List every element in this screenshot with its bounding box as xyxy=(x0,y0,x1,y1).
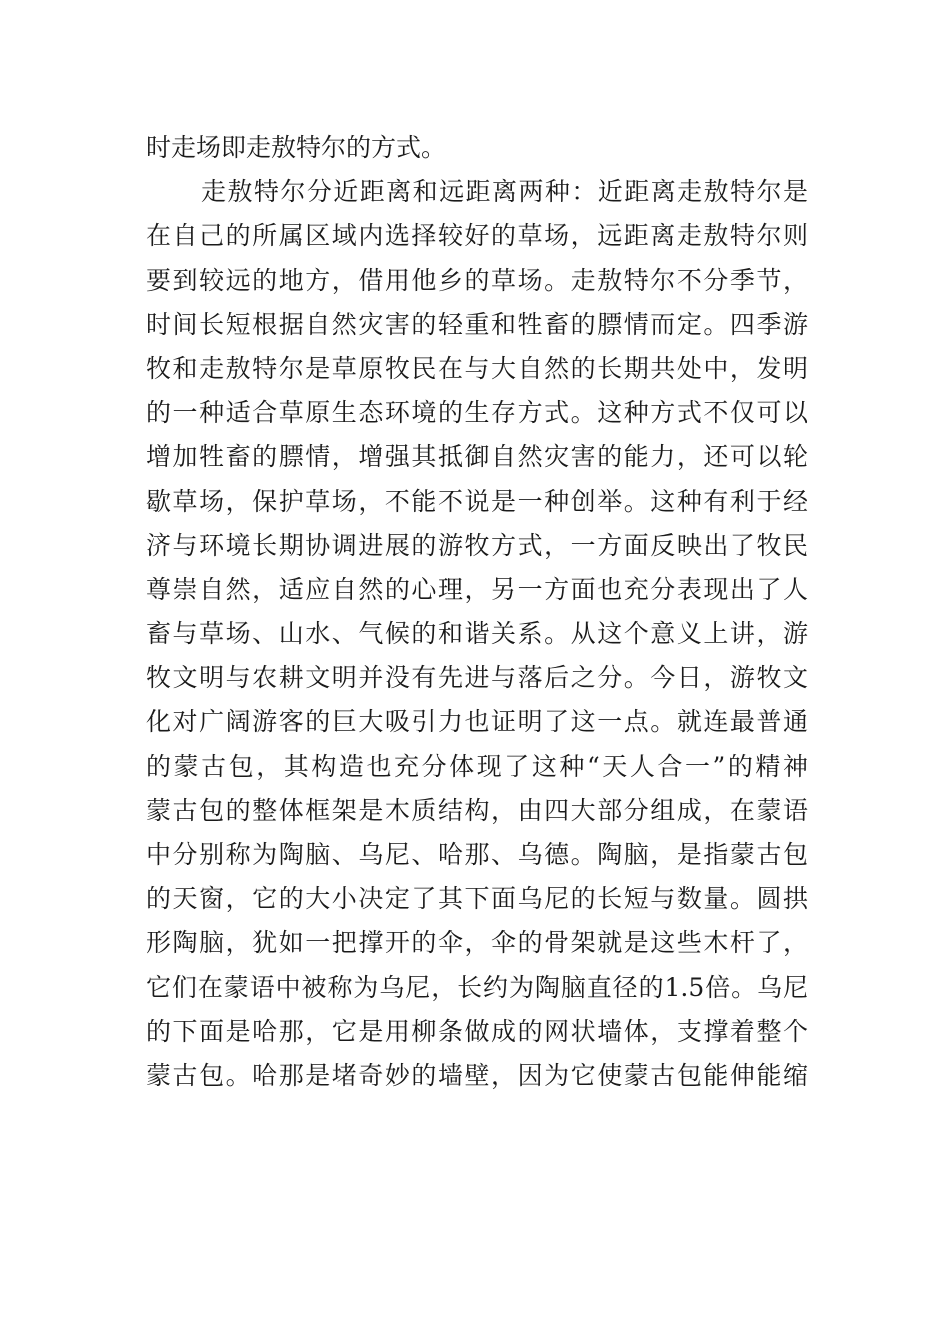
text-line: 的一种适合草原生态环境的生存方式。这种方式不仅可以 xyxy=(146,398,808,428)
text-line: 增加牲畜的膘情，增强其抵御自然灾害的能力，还可以轮 xyxy=(146,442,808,472)
text-line: 蒙古包的整体框架是木质结构，由四大部分组成，在蒙语 xyxy=(146,795,808,825)
text-line: 形陶脑，犹如一把撑开的伞，伞的骨架就是这些木杆了， xyxy=(146,928,808,958)
text-line: 歇草场，保护草场，不能不说是一种创举。这种有利于经 xyxy=(146,486,808,516)
text-line: 蒙古包。哈那是堵奇妙的墙壁，因为它使蒙古包能伸能缩 xyxy=(146,1060,808,1090)
body-text xyxy=(146,126,808,1098)
text-line: 的下面是哈那，它是用柳条做成的网状墙体，支撑着整个 xyxy=(146,1016,808,1046)
text-line: 时间长短根据自然灾害的轻重和牲畜的膘情而定。四季游 xyxy=(146,309,808,339)
text-line: 中分别称为陶脑、乌尼、哈那、乌德。陶脑，是指蒙古包 xyxy=(146,840,808,869)
text-line: 走敖特尔分近距离和远距离两种：近距离走敖特尔是 xyxy=(201,177,808,207)
text-line: 济与环境长期协调进展的游牧方式，一方面反映出了牧民 xyxy=(146,530,808,560)
text-line: 的天窗，它的大小决定了其下面乌尼的长短与数量。圆拱 xyxy=(146,884,808,914)
text-line: 在自己的所属区域内选择较好的草场，远距离走敖特尔则 xyxy=(146,221,808,251)
text-line: 要到较远的地方，借用他乡的草场。走敖特尔不分季节， xyxy=(146,265,808,295)
text-line: 化对广阔游客的巨大吸引力也证明了这一点。就连最普通 xyxy=(146,707,808,737)
text-line: 牧文明与农耕文明并没有先进与落后之分。今日，游牧文 xyxy=(146,663,808,693)
text-line: 牧和走敖特尔是草原牧民在与大自然的长期共处中，发明 xyxy=(146,353,808,383)
text-line: 时走场即走敖特尔的方式。 xyxy=(146,133,447,162)
text-line: 的蒙古包，其构造也充分体现了这种“天人合一”的精神 xyxy=(146,751,808,781)
text-line: 尊崇自然，适应自然的心理，另一方面也充分表现出了人 xyxy=(146,574,808,604)
text-line: 畜与草场、山水、气候的和谐关系。从这个意义上讲，游 xyxy=(146,619,808,649)
text-line: 它们在蒙语中被称为乌尼，长约为陶脑直径的1.5倍。乌尼 xyxy=(146,972,808,1002)
